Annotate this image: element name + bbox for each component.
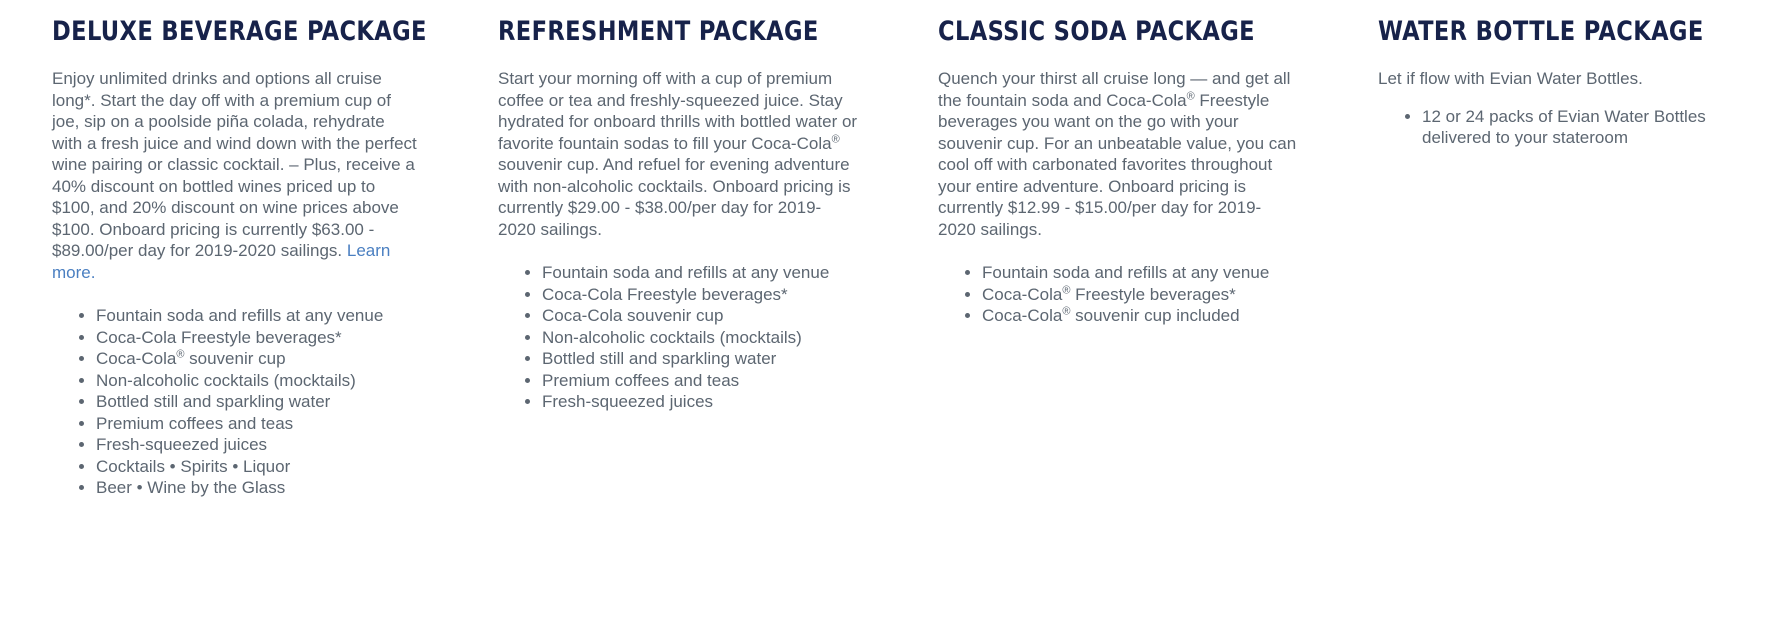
package-card-deluxe-beverage bbox=[0, 18, 440, 499]
package-title: REFRESHMENT PACKAGE bbox=[498, 16, 819, 47]
list-item: • Premium coffees and teas bbox=[542, 370, 858, 392]
list-item: • Fountain soda and refills at any venue bbox=[542, 262, 858, 284]
list-item: • Cocktails • Spirits • Liquor bbox=[96, 456, 418, 478]
list-item: • Coca-Cola® Freestyle beverages* bbox=[982, 284, 1298, 306]
package-title: DELUXE BEVERAGE PACKAGE bbox=[52, 16, 427, 47]
package-title: CLASSIC SODA PACKAGE bbox=[938, 16, 1255, 47]
package-description bbox=[52, 68, 418, 283]
package-description: Let if flow with Evian Water Bottles. bbox=[1378, 69, 1643, 89]
list-item: • Fountain soda and refills at any venue bbox=[982, 262, 1298, 284]
package-card-refreshment bbox=[440, 18, 880, 413]
package-card-classic-soda bbox=[880, 18, 1320, 327]
package-feature-list bbox=[52, 305, 418, 499]
package-feature-list bbox=[938, 262, 1298, 327]
list-item: • Bottled still and sparkling water bbox=[542, 348, 858, 370]
list-item: • Non-alcoholic cocktails (mocktails) bbox=[96, 370, 418, 392]
package-description: Start your morning off with a cup of premium coffee or tea and freshly-squeezed juice. Stay hydrated for onboard thrills with bottled water or favorite fountain sodas to fill your Coca-Cola® souvenir cup. And refuel for evening adventure with non-alcoholic cocktails. Onboard pricing is currently $29.00 - $38.00/per day for 2019-2020 sailings. bbox=[498, 69, 858, 239]
list-item: • Coca-Cola Freestyle beverages* bbox=[96, 327, 418, 349]
list-item: • Bottled still and sparkling water bbox=[96, 391, 418, 413]
list-item: • Fresh-squeezed juices bbox=[542, 391, 858, 413]
package-description-text: Enjoy unlimited drinks and options all cruise long*. Start the day off with a premium cup of joe, sip on a poolside piña colada, rehydrate with a fresh juice and wind down with the perfect wine pairing or classic cocktail. – Plus, receive a 40% discount on bottled wines priced up to $100, and 20% discount on wine prices above $100. Onboard pricing is currently $63.00 - $89.00/per day for 2019-2020 sailings. bbox=[52, 69, 417, 261]
list-item: • Non-alcoholic cocktails (mocktails) bbox=[542, 327, 858, 349]
list-item: • Coca-Cola Freestyle beverages* bbox=[542, 284, 858, 306]
package-feature-list bbox=[1378, 106, 1739, 149]
package-feature-list bbox=[498, 262, 858, 413]
list-item: • Coca-Cola® souvenir cup included bbox=[982, 305, 1298, 327]
list-item: • 12 or 24 packs of Evian Water Bottles delivered to your stateroom bbox=[1422, 106, 1739, 149]
package-title: WATER BOTTLE PACKAGE bbox=[1378, 16, 1704, 47]
package-card-water-bottle bbox=[1320, 18, 1761, 149]
list-item: • Coca-Cola® souvenir cup bbox=[96, 348, 418, 370]
package-description: Quench your thirst all cruise long — and get all the fountain soda and Coca-Cola® Freestyle beverages you want on the go with your souvenir cup. For an unbeatable value, you can cool off with carbonated favorites throughout your entire adventure. Onboard pricing is currently $12.99 - $15.00/per day for 2019-2020 sailings. bbox=[938, 69, 1297, 239]
list-item: • Coca-Cola souvenir cup bbox=[542, 305, 858, 327]
list-item: • Premium coffees and teas bbox=[96, 413, 418, 435]
list-item: • Fountain soda and refills at any venue bbox=[96, 305, 418, 327]
list-item: • Fresh-squeezed juices bbox=[96, 434, 418, 456]
list-item: • Beer • Wine by the Glass bbox=[96, 477, 418, 499]
learn-more-link[interactable]: Learn more. bbox=[52, 241, 391, 282]
